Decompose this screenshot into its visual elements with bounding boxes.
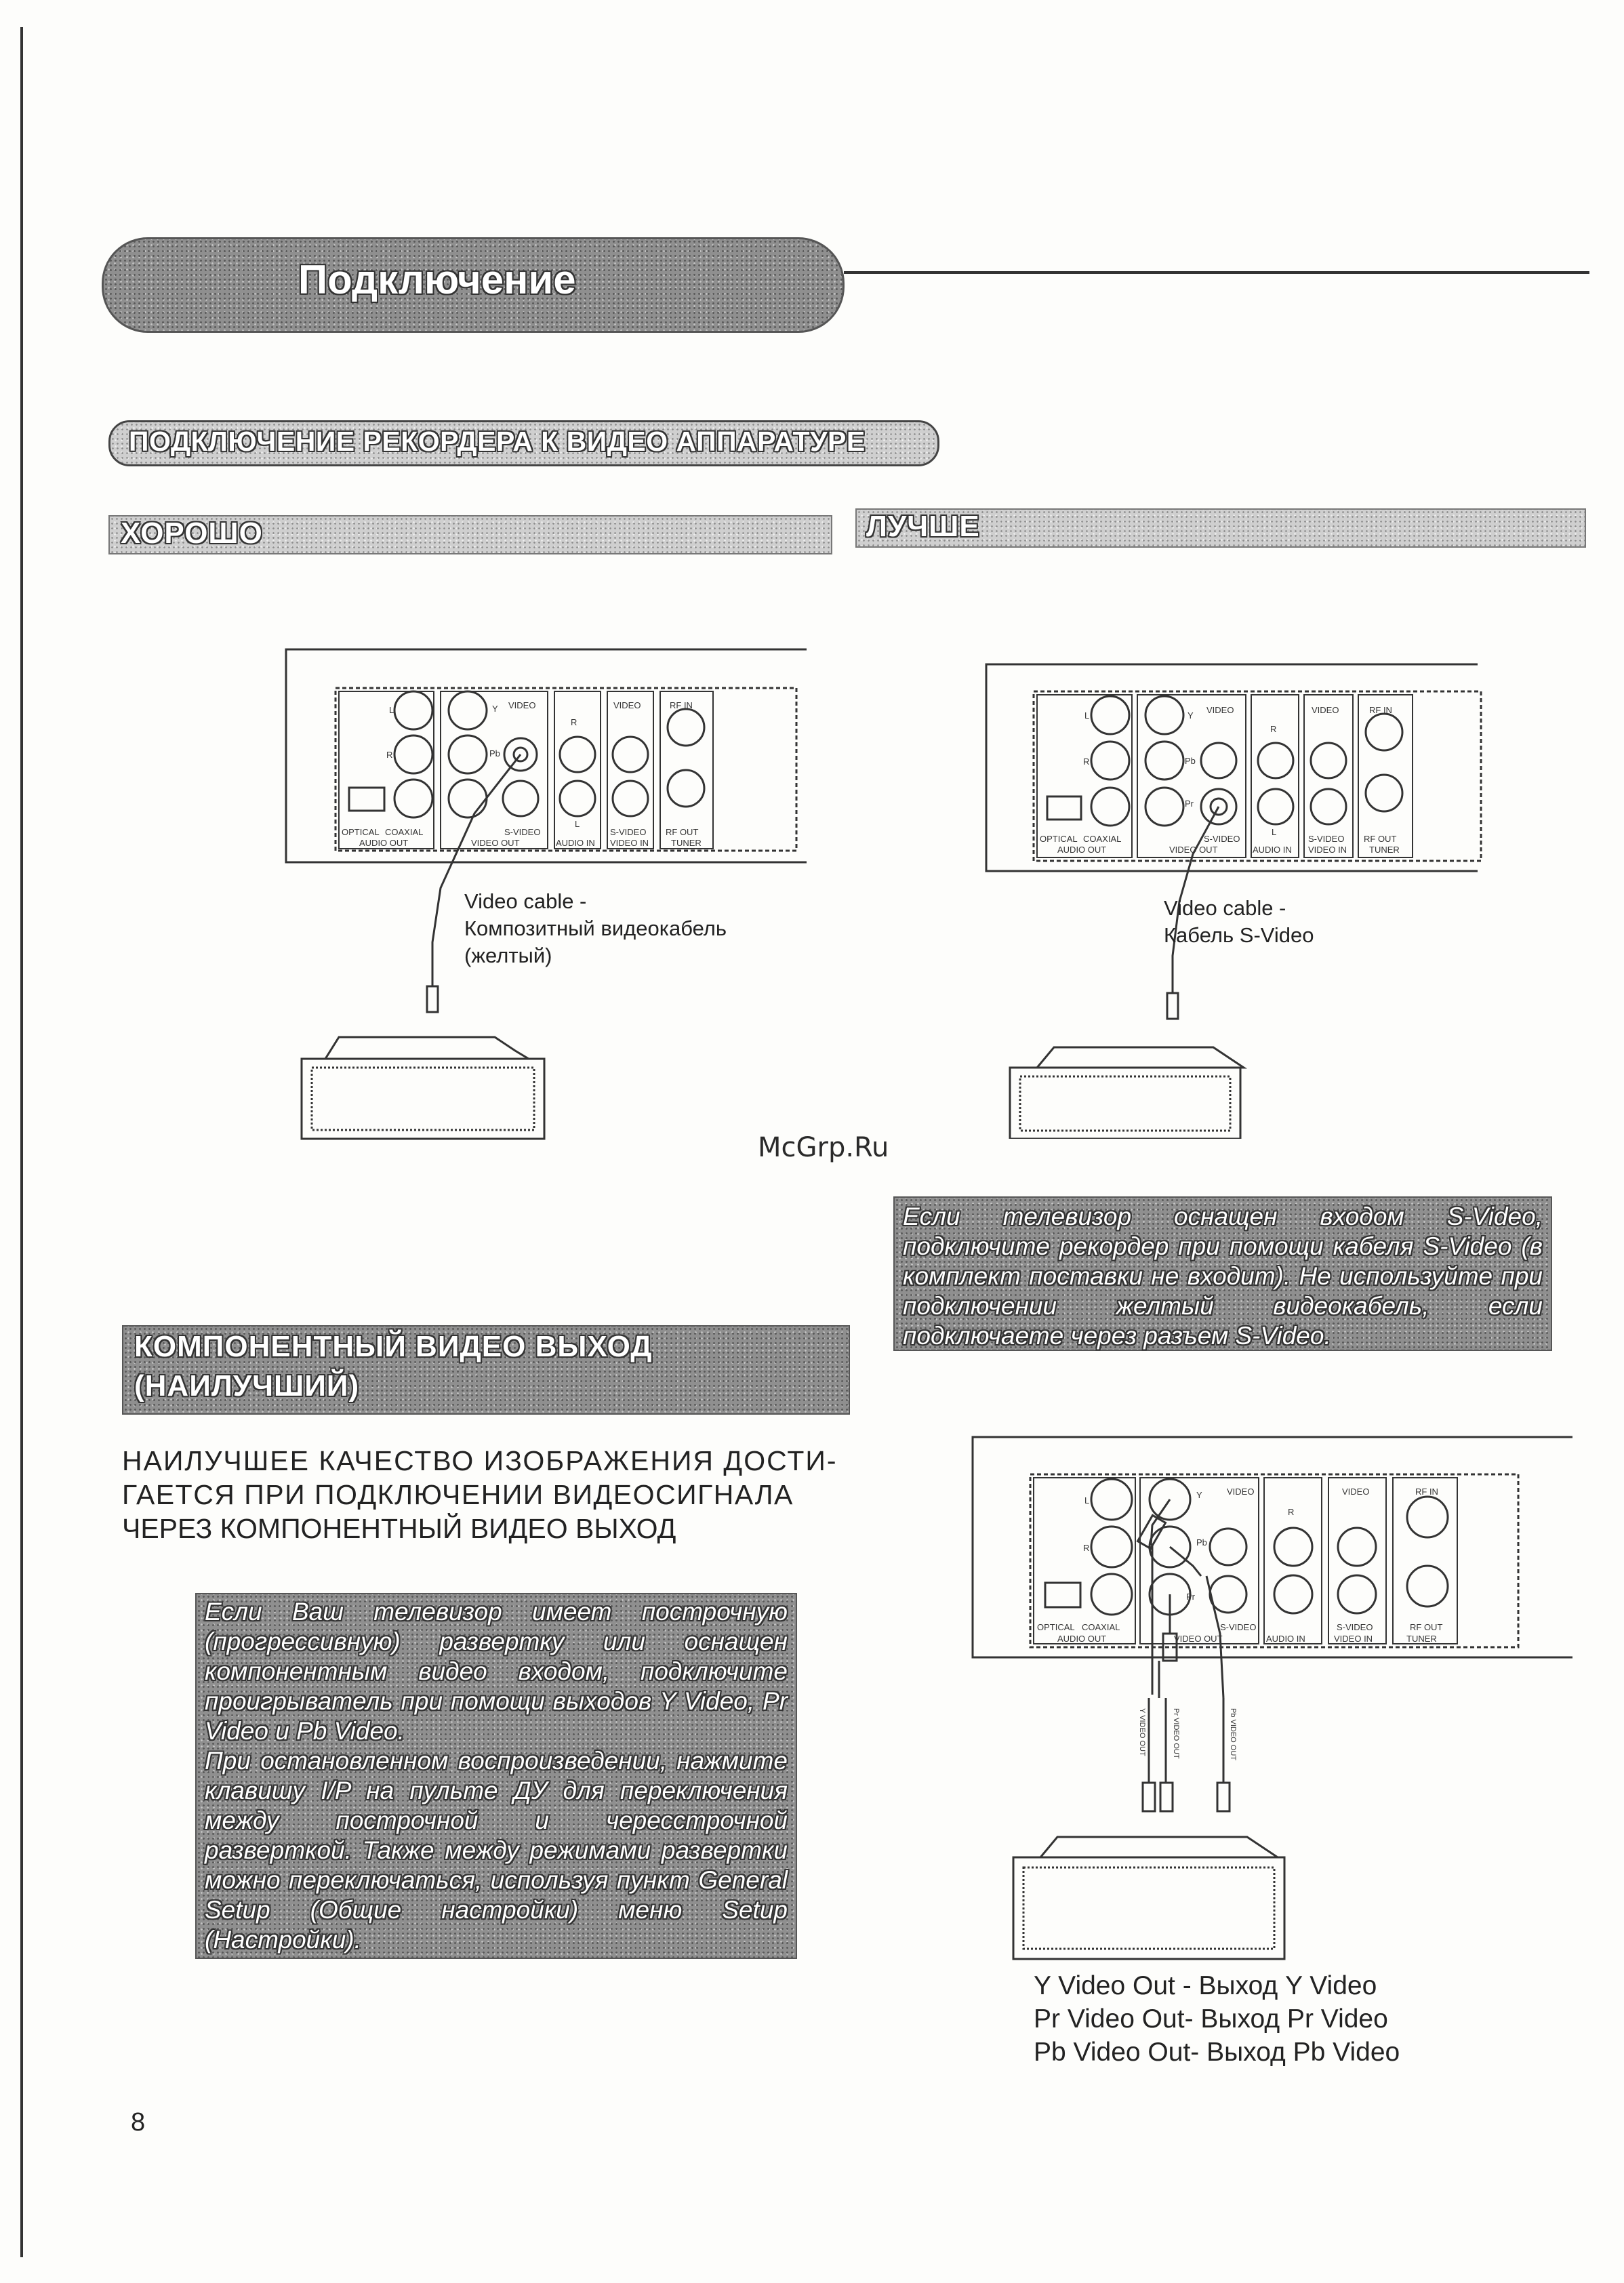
- good-caption: [464, 888, 727, 969]
- label-optical: OPTICAL: [1037, 1622, 1075, 1632]
- legend-line: Y Video Out - Выход Y Video: [1034, 1971, 1377, 2000]
- label-rf-out: RF OUT: [666, 827, 699, 837]
- label-svideo: S-VIDEO: [1220, 1622, 1257, 1632]
- component-note-p1: Если Ваш телевизор имеет построчную (прогрессивную) развертку или оснащен компонентным видео входом, подключите проигрыватель при помощи выходов Y Video, Pr Video и Pb Video.: [205, 1598, 788, 1745]
- watermark: McGrp.Ru: [758, 1132, 889, 1163]
- label-R: R: [1083, 1543, 1090, 1553]
- label-coaxial: COAXIAL: [1082, 1622, 1120, 1632]
- label-rf-out: RF OUT: [1410, 1622, 1443, 1632]
- label-video-in: VIDEO: [1312, 705, 1339, 715]
- component-heading-line1: КОМПОНЕНТНЫЙ ВИДЕО ВЫХОД: [134, 1330, 653, 1363]
- label-video-in2: VIDEO IN: [610, 838, 649, 848]
- better-heading: ЛУЧШЕ: [866, 510, 980, 543]
- label-rf-out: RF OUT: [1364, 834, 1397, 844]
- label-Y: Y: [1187, 710, 1194, 721]
- better-caption-line: Video cable -: [1164, 896, 1286, 920]
- label-video-in2: VIDEO IN: [1334, 1634, 1373, 1644]
- component-intro: [122, 1444, 847, 1545]
- component-legend: [1034, 1969, 1400, 2069]
- component-diagram: [962, 1430, 1572, 1966]
- label-video: VIDEO: [1206, 705, 1234, 715]
- label-audio-out: AUDIO OUT: [1057, 845, 1107, 855]
- label-video-in: VIDEO: [1342, 1487, 1370, 1497]
- good-caption-line: Композитный видеокабель: [464, 916, 727, 940]
- label-optical: OPTICAL: [342, 827, 380, 837]
- label-svideo-in: S-VIDEO: [610, 827, 647, 837]
- component-intro-line: НАИЛУЧШЕЕ КАЧЕСТВО ИЗОБРАЖЕНИЯ ДОСТИ-: [122, 1445, 838, 1476]
- component-intro-line: ГАЕТСЯ ПРИ ПОДКЛЮЧЕНИИ ВИДЕОСИГНАЛА: [122, 1479, 794, 1510]
- label-rf-in: RF IN: [1415, 1487, 1438, 1497]
- label-svideo: S-VIDEO: [504, 827, 541, 837]
- label-rf-in: RF IN: [1369, 705, 1392, 715]
- label-video-out: VIDEO OUT: [1169, 845, 1218, 855]
- label-L: L: [1084, 1495, 1090, 1506]
- label-rf-in: RF IN: [670, 700, 693, 710]
- label-optical: OPTICAL: [1040, 834, 1078, 844]
- label-audio-out: AUDIO OUT: [359, 838, 409, 848]
- label-audio-in: AUDIO IN: [1253, 845, 1292, 855]
- component-note-p2: При остановленном воспроизведении, нажмите клавишу I/P на пульте ДУ для переключения между построчной и чересстрочной разверткой. Также между режимами развертки можно переключаться, используя пункт General Setup (Общие настройки) меню Setup (Настройки).: [205, 1747, 788, 1954]
- label-svideo-in: S-VIDEO: [1308, 834, 1345, 844]
- label-video-in2: VIDEO IN: [1308, 845, 1347, 855]
- label-R2: R: [1270, 724, 1277, 734]
- label-video-out: VIDEO OUT: [1174, 1634, 1223, 1644]
- label-Y: Y: [1196, 1490, 1202, 1500]
- svideo-note: [893, 1196, 1552, 1351]
- margin-rule: [20, 27, 23, 2257]
- page-number: 8: [131, 2108, 146, 2137]
- label-Pb: Pb: [1196, 1537, 1207, 1548]
- label-L2: L: [1272, 827, 1277, 837]
- cable-label-pr: Pr VIDEO OUT: [1172, 1708, 1180, 1759]
- label-R: R: [1083, 756, 1090, 767]
- cable-label-y: Y VIDEO OUT: [1138, 1708, 1146, 1756]
- good-caption-line: (желтый): [464, 944, 552, 967]
- page-title: Подключение: [298, 257, 576, 302]
- component-heading: [134, 1327, 653, 1406]
- label-tuner: TUNER: [671, 838, 702, 848]
- legend-line: Pr Video Out- Выход Pr Video: [1034, 2004, 1388, 2034]
- label-tuner: TUNER: [1369, 845, 1400, 855]
- label-svideo: S-VIDEO: [1204, 834, 1240, 844]
- section-title: ПОДКЛЮЧЕНИЕ РЕКОРДЕРА К ВИДЕО АППАРАТУРЕ: [129, 426, 866, 457]
- good-caption-line: Video cable -: [464, 889, 587, 913]
- label-Pr: Pr: [1186, 1592, 1195, 1602]
- good-heading: ХОРОШО: [121, 517, 263, 550]
- better-caption: [1164, 895, 1314, 949]
- legend-line: Pb Video Out- Выход Pb Video: [1034, 2038, 1400, 2067]
- better-caption-line: Кабель S-Video: [1164, 923, 1314, 947]
- label-L: L: [1084, 710, 1090, 721]
- svideo-note-text: Если телевизор оснащен входом S-Video, подключите рекордер при помощи кабеля S-Video (в комплект поставки не входит). Не используйте при подключении желтый видеокабель, если подключаете через разъем S-Video.: [903, 1203, 1543, 1350]
- label-coaxial: COAXIAL: [1083, 834, 1122, 844]
- label-svideo-in: S-VIDEO: [1337, 1622, 1373, 1632]
- label-coaxial: COAXIAL: [385, 827, 424, 837]
- label-R2: R: [1288, 1507, 1295, 1517]
- label-audio-in: AUDIO IN: [556, 838, 595, 848]
- label-Pb: Pb: [1185, 756, 1196, 766]
- label-Y: Y: [492, 704, 498, 714]
- label-tuner: TUNER: [1406, 1634, 1437, 1644]
- label-Pr: Pr: [1185, 799, 1194, 809]
- label-Pb: Pb: [489, 748, 500, 759]
- label-video: VIDEO: [1227, 1487, 1255, 1497]
- label-L2: L: [575, 819, 580, 829]
- label-L: L: [389, 705, 394, 715]
- cable-label-pb: Pb VIDEO OUT: [1229, 1708, 1237, 1761]
- label-R: R: [386, 750, 393, 760]
- label-video: VIDEO: [508, 700, 536, 710]
- label-R2: R: [571, 717, 577, 727]
- component-note: [195, 1593, 797, 1959]
- component-intro-line: ЧЕРЕЗ КОМПОНЕНТНЫЙ ВИДЕО ВЫХОД: [122, 1513, 676, 1544]
- label-video-in: VIDEO: [613, 700, 641, 710]
- label-audio-in: AUDIO IN: [1266, 1634, 1305, 1644]
- title-rule: [844, 271, 1589, 274]
- label-video-out: VIDEO OUT: [471, 838, 520, 848]
- component-heading-line2: (НАИЛУЧШИЙ): [134, 1369, 360, 1402]
- label-audio-out: AUDIO OUT: [1057, 1634, 1107, 1644]
